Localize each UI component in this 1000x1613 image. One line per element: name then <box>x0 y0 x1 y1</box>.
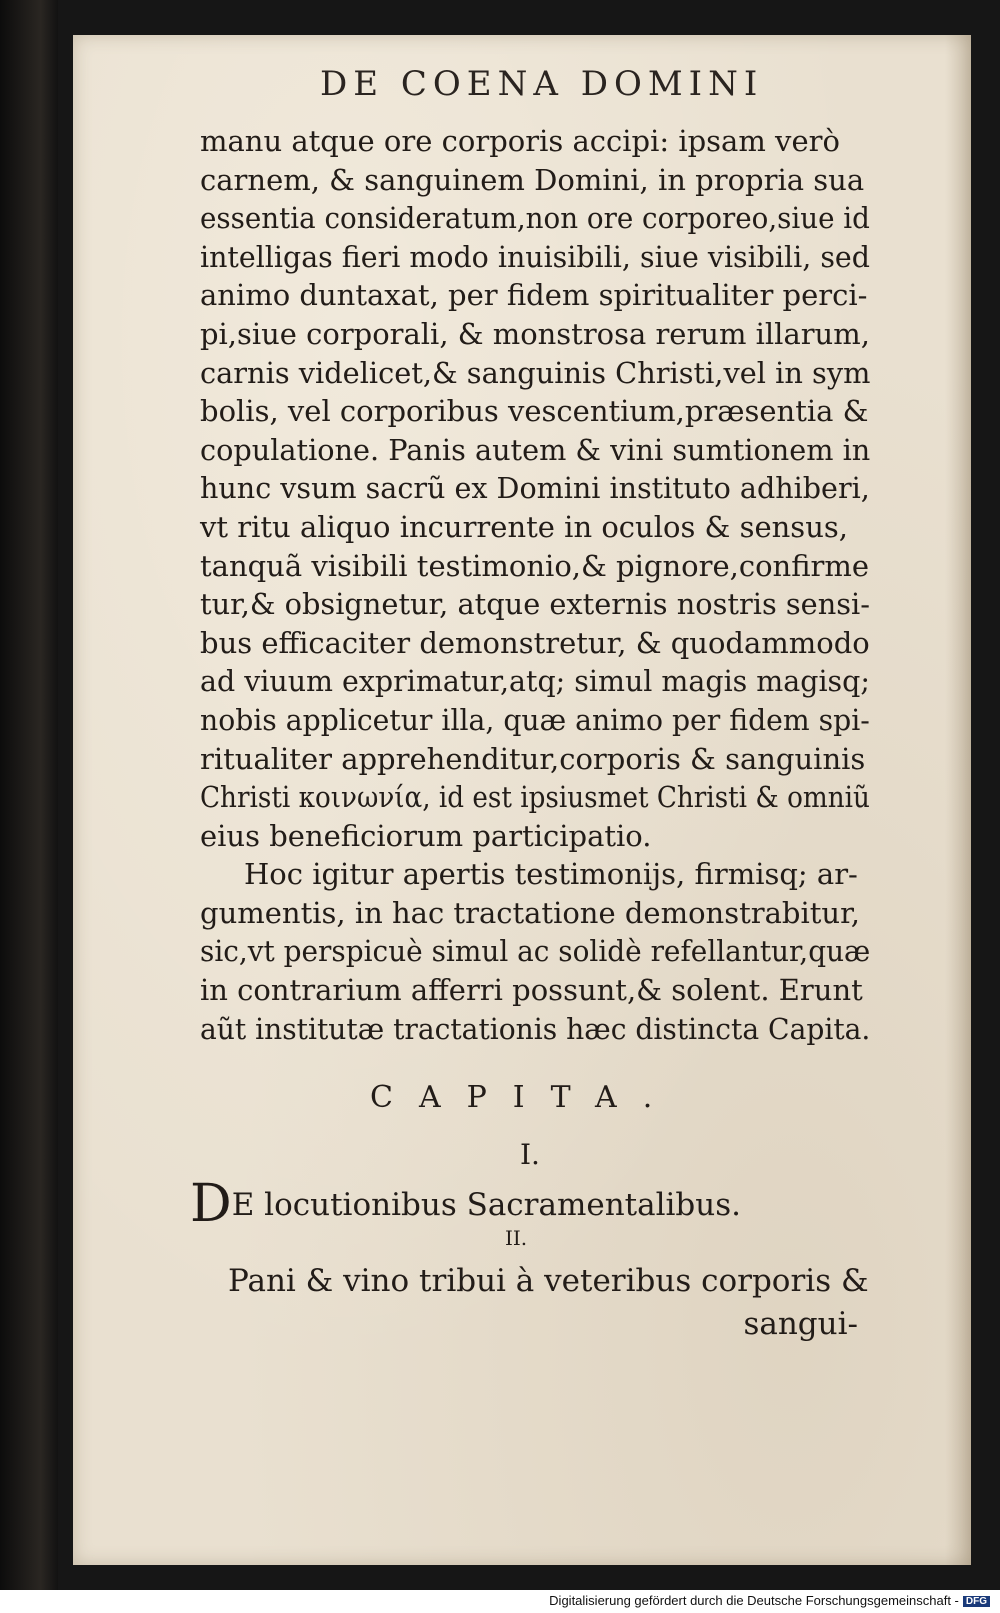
chapter-1-numeral: I. <box>520 1138 540 1171</box>
text-line: hunc vsum sacrũ ex Domini instituto adhiberi, <box>200 471 870 506</box>
main-text <box>200 122 870 1048</box>
chapter-2-entry <box>228 1260 869 1346</box>
text-line: carnem, & sanguinem Domini, in propria sua <box>200 162 865 197</box>
chapter-2-line: Pani & vino tribui à veteribus corporis & <box>228 1263 869 1299</box>
footer-text: Digitalisierung gefördert durch die Deutsche Forschungsgemeinschaft - <box>549 1593 959 1608</box>
drop-capital: D <box>190 1174 232 1234</box>
text-line: sic,vt perspicuè simul ac solidè refellantur,quæ <box>200 934 871 969</box>
text-line: copulatione. Panis autem & vini sumtionem in <box>200 432 871 467</box>
chapter-2-numeral: II. <box>505 1226 528 1250</box>
page-edge-shadow <box>945 35 971 1565</box>
text-line: ad viuum exprimatur,atq; simul magis magisq; <box>200 664 870 699</box>
chapter-2-catchword: sangui- <box>743 1306 858 1342</box>
text-line: bus efficaciter demonstretur, & quodammodo <box>200 625 870 660</box>
text-line: aũt institutæ tractationis hæc distincta Capita. <box>200 1011 871 1046</box>
text-line: nobis applicetur illa, quæ animo per fidem spi- <box>200 702 870 737</box>
text-line: Hoc igitur apertis testimonijs, firmisq; ar- <box>244 857 858 892</box>
chapter-1-title: E locutionibus Sacramentalibus. <box>231 1187 742 1223</box>
text-line: in contrarium afferri possunt,& solent. Erunt <box>200 973 863 1008</box>
text-line: manu atque ore corporis accipi: ipsam verò <box>200 124 840 158</box>
dfg-logo: DFG <box>963 1596 990 1607</box>
text-line: animo duntaxat, per fidem spiritualiter perci- <box>200 278 868 313</box>
chapter-1-entry <box>190 1174 742 1234</box>
text-line: eius beneficiorum participatio. <box>200 818 652 853</box>
text-line: intelligas fieri modo inuisibili, siue visibili, sed <box>200 239 870 274</box>
running-head: DE COENA DOMINI <box>320 64 764 104</box>
book-spine <box>0 0 58 1590</box>
text-line: essentia consideratum,non ore corporeo,siue id <box>200 201 870 236</box>
digitization-footer <box>549 1593 990 1608</box>
text-line: pi,siue corporali, & monstrosa rerum illarum, <box>200 316 870 351</box>
text-line: bolis, vel corporibus vescentium,præsentia & <box>200 394 869 429</box>
text-line: ritualiter apprehenditur,corporis & sanguinis <box>200 741 866 776</box>
text-line: gumentis, in hac tractatione demonstrabitur, <box>200 895 860 930</box>
text-line: tur,& obsignetur, atque externis nostris sensi- <box>200 587 870 622</box>
capita-heading: CAPITA. <box>370 1080 679 1115</box>
text-line: carnis videlicet,& sanguinis Christi,vel in sym <box>200 355 871 390</box>
text-line: vt ritu aliquo incurrente in oculos & sensus, <box>200 509 848 544</box>
text-line: tanquã visibili testimonio,& pignore,confirme <box>200 548 870 583</box>
text-line: Christi κοινωνία, id est ipsiusmet Christi & omniũ <box>200 780 870 815</box>
